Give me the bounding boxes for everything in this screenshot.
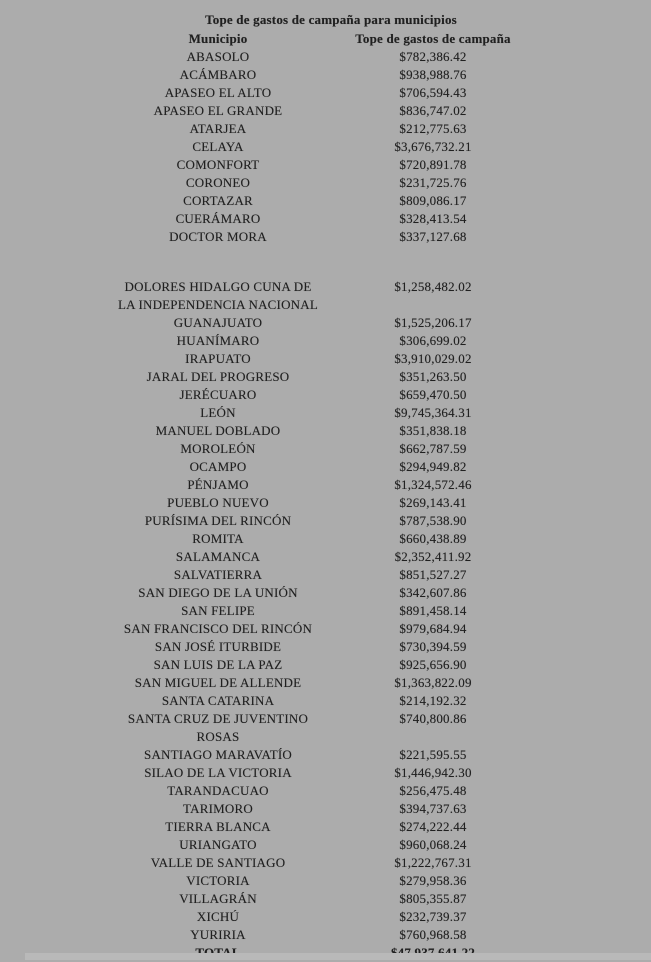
- table-row: [116, 782, 546, 800]
- amount-cell: $787,538.90: [399, 513, 467, 528]
- table-row: [116, 746, 546, 764]
- municipio-cell: PUEBLO NUEVO: [167, 495, 269, 510]
- table-row: [116, 66, 546, 84]
- municipio-cell: CORTAZAR: [183, 193, 253, 208]
- table-row: [116, 84, 546, 102]
- amount-cell: $306,699.02: [399, 333, 467, 348]
- amount-cell: $214,192.32: [399, 693, 467, 708]
- amount-cell: $256,475.48: [399, 783, 467, 798]
- table-row: [116, 350, 546, 368]
- municipio-cell: ATARJEA: [189, 121, 247, 136]
- amount-cell: $1,222,767.31: [394, 855, 472, 870]
- table-row: [116, 210, 546, 228]
- amount-cell: $836,747.02: [399, 103, 467, 118]
- rows-group-1: [116, 48, 546, 246]
- municipio-cell: ABASOLO: [186, 49, 250, 64]
- municipio-cell: JERÉCUARO: [179, 387, 257, 402]
- amount-cell: $351,263.50: [399, 369, 467, 384]
- table-row: [116, 386, 546, 404]
- amount-cell: $730,394.59: [399, 639, 467, 654]
- column-header-municipio: Municipio: [188, 31, 248, 46]
- municipio-cell: PÉNJAMO: [187, 477, 249, 492]
- municipio-cell: SAN JOSÉ ITURBIDE: [154, 639, 282, 654]
- municipio-cell: COMONFORT: [176, 157, 260, 172]
- municipio-cell: SAN MIGUEL DE ALLENDE: [134, 675, 302, 690]
- municipio-cell: MANUEL DOBLADO: [155, 423, 281, 438]
- amount-cell: $706,594.43: [399, 85, 467, 100]
- municipio-cell: LEÓN: [200, 405, 236, 420]
- municipio-cell: SANTA CATARINA: [161, 693, 275, 708]
- amount-cell: $9,745,364.31: [394, 405, 472, 420]
- rows-group-2: [116, 278, 546, 944]
- column-header-tope: Tope de gastos de campaña: [355, 31, 511, 46]
- table-row: [116, 620, 546, 638]
- amount-cell: $659,470.50: [399, 387, 467, 402]
- table-row: [116, 800, 546, 818]
- amount-cell: $938,988.76: [399, 67, 467, 82]
- municipio-cell: CORONEO: [185, 175, 251, 190]
- municipio-cell: TARANDACUAO: [167, 783, 269, 798]
- amount-cell: $740,800.86: [399, 711, 467, 726]
- municipio-cell: SALVATIERRA: [173, 567, 263, 582]
- table-row: [116, 422, 546, 440]
- table-row: [116, 192, 546, 210]
- municipio-cell: CELAYA: [192, 139, 244, 154]
- municipio-cell: DOLORES HIDALGO CUNA DE LA INDEPENDENCIA NACIONAL: [118, 279, 318, 312]
- municipio-cell: TIERRA BLANCA: [165, 819, 271, 834]
- amount-cell: $851,527.27: [399, 567, 467, 582]
- table-row: [116, 156, 546, 174]
- bottom-light-strip: [25, 953, 651, 960]
- amount-cell: $269,143.41: [399, 495, 467, 510]
- table-row: [116, 764, 546, 782]
- amount-cell: $891,458.14: [399, 603, 467, 618]
- table-row: [116, 710, 546, 746]
- amount-cell: $960,068.24: [399, 837, 467, 852]
- amount-cell: $274,222.44: [399, 819, 467, 834]
- amount-cell: $351,838.18: [399, 423, 467, 438]
- section-gap: [116, 246, 546, 278]
- table-row: [116, 926, 546, 944]
- table-row: [116, 692, 546, 710]
- amount-cell: $1,258,482.02: [394, 279, 472, 294]
- table-row: [116, 314, 546, 332]
- municipio-cell: ACÁMBARO: [179, 67, 257, 82]
- amount-cell: $2,352,411.92: [394, 549, 472, 564]
- table-row: [116, 512, 546, 530]
- municipio-cell: SAN DIEGO DE LA UNIÓN: [138, 585, 298, 600]
- table-row: [116, 48, 546, 66]
- page-title: Tope de gastos de campaña para municipios: [205, 12, 457, 27]
- amount-cell: $925,656.90: [399, 657, 467, 672]
- campaign-spending-table: [116, 0, 546, 962]
- table-row: [116, 404, 546, 422]
- municipio-cell: SAN FELIPE: [181, 603, 255, 618]
- municipio-cell: VILLAGRÁN: [179, 891, 257, 906]
- table-row: [116, 368, 546, 386]
- table-row: [116, 494, 546, 512]
- municipio-cell: DOCTOR MORA: [169, 229, 267, 244]
- table-row: [116, 908, 546, 926]
- amount-cell: $1,525,206.17: [394, 315, 472, 330]
- table-row: [116, 818, 546, 836]
- municipio-cell: GUANAJUATO: [173, 315, 263, 330]
- amount-cell: $809,086.17: [399, 193, 467, 208]
- municipio-cell: JARAL DEL PROGRESO: [146, 369, 290, 384]
- table-header-row: [116, 30, 546, 48]
- amount-cell: $221,595.55: [399, 747, 467, 762]
- table-row: [116, 228, 546, 246]
- municipio-cell: SALAMANCA: [175, 549, 261, 564]
- municipio-cell: URIANGATO: [179, 837, 257, 852]
- amount-cell: $3,676,732.21: [394, 139, 472, 154]
- table-row: [116, 138, 546, 156]
- table-row: [116, 656, 546, 674]
- table-row: [116, 548, 546, 566]
- table-row: [116, 584, 546, 602]
- table-row: [116, 476, 546, 494]
- municipio-cell: OCAMPO: [189, 459, 247, 474]
- table-row: [116, 332, 546, 350]
- table-row: [116, 638, 546, 656]
- table-row: [116, 890, 546, 908]
- municipio-cell: HUANÍMARO: [176, 333, 260, 348]
- amount-cell: $662,787.59: [399, 441, 467, 456]
- municipio-cell: SILAO DE LA VICTORIA: [144, 765, 292, 780]
- municipio-cell: SANTA CRUZ DE JUVENTINO ROSAS: [127, 711, 309, 744]
- municipio-cell: IRAPUATO: [185, 351, 251, 366]
- municipio-cell: MOROLEÓN: [180, 441, 256, 456]
- amount-cell: $337,127.68: [399, 229, 467, 244]
- municipio-cell: SAN FRANCISCO DEL RINCÓN: [123, 621, 313, 636]
- municipio-cell: TARIMORO: [183, 801, 253, 816]
- amount-cell: $782,386.42: [399, 49, 467, 64]
- amount-cell: $342,607.86: [399, 585, 467, 600]
- amount-cell: $1,324,572.46: [394, 477, 472, 492]
- table-row: [116, 174, 546, 192]
- amount-cell: $294,949.82: [399, 459, 467, 474]
- municipio-cell: XICHÚ: [196, 909, 240, 924]
- amount-cell: $328,413.54: [399, 211, 467, 226]
- table-row: [116, 120, 546, 138]
- table-row: [116, 278, 546, 314]
- amount-cell: $720,891.78: [399, 157, 467, 172]
- municipio-cell: YURIRIA: [190, 927, 246, 942]
- table-row: [116, 530, 546, 548]
- amount-cell: $979,684.94: [399, 621, 467, 636]
- table-row: [116, 102, 546, 120]
- municipio-cell: APASEO EL ALTO: [164, 85, 272, 100]
- amount-cell: $394,737.63: [399, 801, 467, 816]
- amount-cell: $232,739.37: [399, 909, 467, 924]
- amount-cell: $1,446,942.30: [394, 765, 472, 780]
- amount-cell: $660,438.89: [399, 531, 467, 546]
- amount-cell: $3,910,029.02: [394, 351, 472, 366]
- municipio-cell: CUERÁMARO: [175, 211, 261, 226]
- table-row: [116, 872, 546, 890]
- municipio-cell: VICTORIA: [186, 873, 250, 888]
- table-row: [116, 440, 546, 458]
- amount-cell: $1,363,822.09: [394, 675, 472, 690]
- table-row: [116, 602, 546, 620]
- table-row: [116, 854, 546, 872]
- municipio-cell: SAN LUIS DE LA PAZ: [153, 657, 283, 672]
- table-row: [116, 674, 546, 692]
- municipio-cell: SANTIAGO MARAVATÍO: [144, 747, 292, 762]
- amount-cell: $212,775.63: [399, 121, 467, 136]
- amount-cell: $760,968.58: [399, 927, 467, 942]
- table-row: [116, 458, 546, 476]
- municipio-cell: APASEO EL GRANDE: [153, 103, 283, 118]
- amount-cell: $279,958.36: [399, 873, 467, 888]
- municipio-cell: VALLE DE SANTIAGO: [150, 855, 286, 870]
- amount-cell: $231,725.76: [399, 175, 467, 190]
- table-row: [116, 566, 546, 584]
- amount-cell: $805,355.87: [399, 891, 467, 906]
- municipio-cell: ROMITA: [192, 531, 244, 546]
- municipio-cell: PURÍSIMA DEL RINCÓN: [144, 513, 292, 528]
- table-row: [116, 836, 546, 854]
